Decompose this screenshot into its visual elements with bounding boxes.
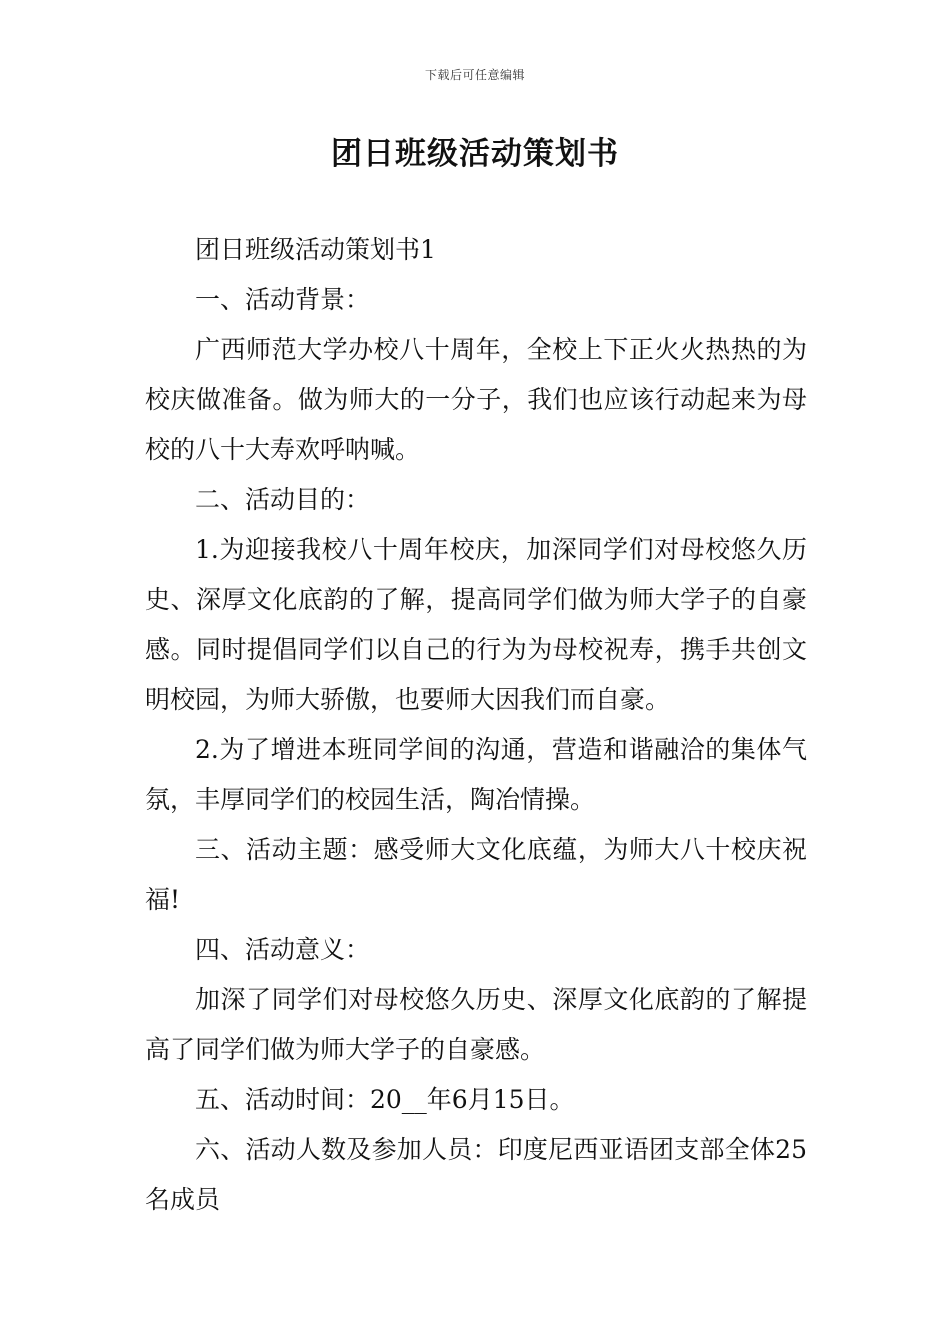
paragraph-significance: 加深了同学们对母校悠久历史、深厚文化底韵的了解提高了同学们做为师大学子的自豪感。 [145, 985, 807, 1064]
paragraph-subtitle: 团日班级活动策划书1 [195, 235, 436, 264]
section-heading-background: 一、活动背景： [195, 285, 371, 314]
paragraph-background: 广西师范大学办校八十周年，全校上下正火火热热的为校庆做准备。做为师大的一分子，我们也应该行动起来为母校的八十大寿欢呼呐喊。 [145, 335, 807, 464]
document-title: 团日班级活动策划书 [331, 136, 619, 172]
paragraph-participants: 六、活动人数及参加人员：印度尼西亚语团支部全体25名成员 [145, 1135, 807, 1214]
section-heading-purpose: 二、活动目的： [195, 485, 371, 514]
paragraph-time: 五、活动时间：20__年6月15日。 [195, 1085, 575, 1114]
paragraph-purpose-1: 1.为迎接我校八十周年校庆，加深同学们对母校悠久历史、深厚文化底韵的了解，提高同学们做为师大学子的自豪感。同时提倡同学们以自己的行为为母校祝寿，携手共创文明校园，为师大骄傲，也要师大因我们而自豪。 [145, 535, 807, 714]
section-heading-significance: 四、活动意义： [195, 935, 371, 964]
header-note: 下载后可任意编辑 [424, 68, 525, 82]
paragraph-theme: 三、活动主题：感受师大文化底蕴，为师大八十校庆祝福! [145, 835, 807, 914]
paragraph-purpose-2: 2.为了增进本班同学间的沟通，营造和谐融洽的集体气氛，丰厚同学们的校园生活，陶冶情操。 [145, 735, 807, 814]
document-body [145, 225, 807, 1225]
